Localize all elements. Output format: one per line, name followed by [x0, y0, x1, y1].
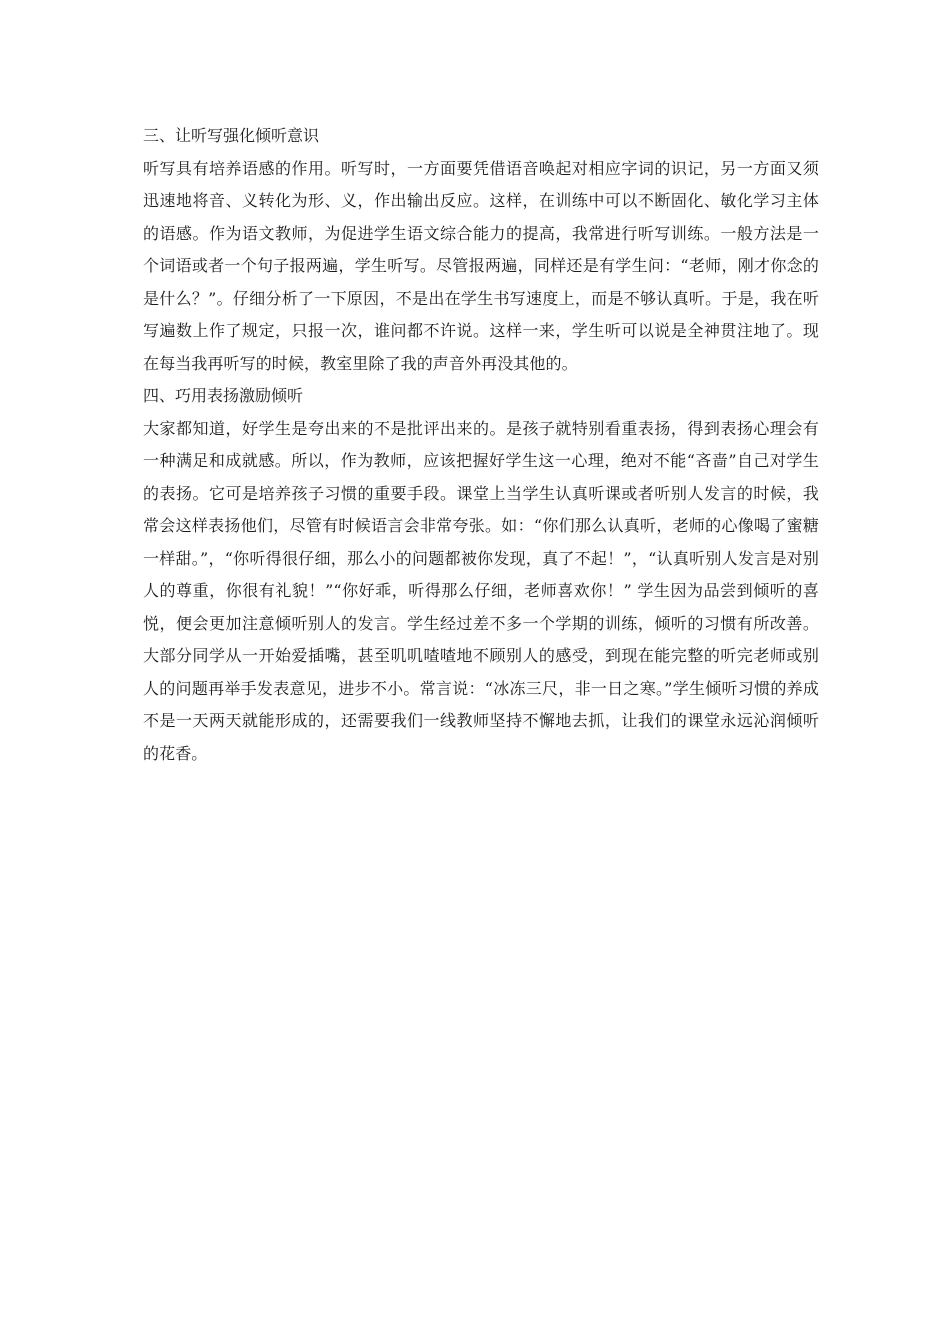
section-paragraph: 听写具有培养语感的作用。听写时，一方面要凭借语音唤起对相应字词的识记，另一方面又须迅速地将音、义转化为形、义，作出输出反应。这样，在训练中可以不断固化、敏化学习主体的语感。作为语文教师，为促进学生语文综合能力的提高，我常进行听写训练。一般方法是一个词语或者一个句子报两遍，学生听写。尽管报两遍，同样还是有学生问：“老师，刚才你念的是什么？”。仔细分析了一下原因，不是出在学生书写速度上，而是不够认真听。于是，我在听写遍数上作了规定，只报一次，谁问都不许说。这样一来，学生听可以说是全神贯注地了。现在每当我再听写的时候，教室里除了我的声音外再没其他的。: [143, 158, 819, 373]
section-heading: 三、让听写强化倾听意识: [143, 126, 320, 145]
document-body: [143, 120, 819, 770]
section-heading: 四、巧用表扬激励倾听: [143, 386, 304, 405]
section-paragraph: 大家都知道，好学生是夸出来的不是批评出来的。是孩子就特别看重表扬，得到表扬心理会有一种满足和成就感。所以，作为教师，应该把握好学生这一心理，绝对不能“吝啬”自己对学生的表扬。它可是培养孩子习惯的重要手段。课堂上当学生认真听课或者听别人发言的时候，我常会这样表扬他们，尽管有时候语言会非常夸张。如：“你们那么认真听，老师的心像喝了蜜糖一样甜。”，“你听得很仔细，那么小的问题都被你发现，真了不起！”，“认真听别人发言是对别人的尊重，你很有礼貌！”“你好乖，听得那么仔细，老师喜欢你！” 学生因为品尝到倾听的喜悦，便会更加注意倾听别人的发言。学生经过差不多一个学期的训练，倾听的习惯有所改善。大部分同学从一开始爱插嘴，甚至叽叽喳喳地不顾别人的感受，到现在能完整的听完老师或别人的问题再举手发表意见，进步不小。常言说：“冰冻三尺，非一日之寒。”学生倾听习惯的养成不是一天两天就能形成的，还需要我们一线教师坚持不懈地去抓，让我们的课堂永远沁润倾听的花香。: [143, 418, 819, 763]
